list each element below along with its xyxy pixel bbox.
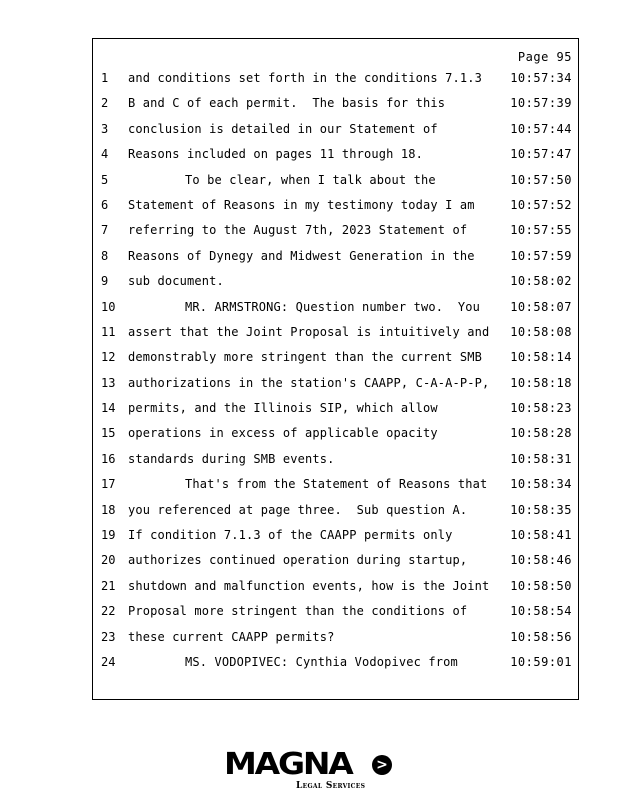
transcript-line <box>93 625 578 650</box>
line-text: That's from the Statement of Reasons that <box>185 477 488 492</box>
transcript-line <box>93 421 578 446</box>
logo-wordmark: MAGNA <box>224 747 352 782</box>
transcript-line <box>93 345 578 370</box>
timestamp: 10:58:50 <box>510 578 572 593</box>
line-number: 24 <box>101 654 116 669</box>
timestamp: 10:58:46 <box>510 553 572 568</box>
line-text: sub document. <box>128 274 224 289</box>
line-number: 3 <box>101 121 109 136</box>
line-number: 16 <box>101 451 116 466</box>
line-number: 12 <box>101 350 116 365</box>
timestamp: 10:58:31 <box>510 451 572 466</box>
line-text: standards during SMB events. <box>128 451 335 466</box>
line-text: If condition 7.1.3 of the CAAPP permits only <box>128 528 453 543</box>
timestamp: 10:57:59 <box>510 248 572 263</box>
line-number: 10 <box>101 299 116 314</box>
transcript-line <box>93 574 578 599</box>
transcript-line <box>93 396 578 421</box>
page-number: Page 95 <box>517 50 572 64</box>
transcript-line <box>93 142 578 167</box>
line-number: 23 <box>101 629 116 644</box>
logo-arrow-icon: > <box>372 755 392 775</box>
line-text: B and C of each permit. The basis for this <box>128 96 446 111</box>
line-text: authorizations in the station's CAAPP, C-A-A-P-P, <box>128 375 490 390</box>
line-text: operations in excess of applicable opacity <box>128 426 438 441</box>
transcript-line <box>93 523 578 548</box>
timestamp: 10:58:18 <box>510 375 572 390</box>
line-text: conclusion is detailed in our Statement of <box>128 121 438 136</box>
line-text: MR. ARMSTRONG: Question number two. You <box>185 299 480 314</box>
transcript-line <box>93 269 578 294</box>
transcript-line <box>93 168 578 193</box>
line-text: these current CAAPP permits? <box>128 629 335 644</box>
transcript-line <box>93 650 578 675</box>
line-number: 4 <box>101 147 109 162</box>
transcript-line <box>93 599 578 624</box>
transcript-line <box>93 498 578 523</box>
timestamp: 10:58:08 <box>510 324 572 339</box>
line-number: 1 <box>101 71 109 85</box>
timestamp: 10:58:56 <box>510 629 572 644</box>
transcript-line <box>93 320 578 345</box>
timestamp: 10:59:01 <box>510 654 572 669</box>
line-text: Reasons of Dynegy and Midwest Generation in the <box>128 248 475 263</box>
line-number: 15 <box>101 426 116 441</box>
timestamp: 10:57:55 <box>510 223 572 238</box>
transcript-line <box>93 244 578 269</box>
line-number: 21 <box>101 578 116 593</box>
magna-logo <box>224 748 396 794</box>
line-number: 6 <box>101 197 109 212</box>
logo-subtitle: Legal Services <box>296 781 366 791</box>
line-number: 19 <box>101 528 116 543</box>
timestamp: 10:57:44 <box>510 121 572 136</box>
line-text: Statement of Reasons in my testimony today I am <box>128 197 475 212</box>
line-text: demonstrably more stringent than the current SMB <box>128 350 482 365</box>
line-text: and conditions set forth in the conditions 7.1.3 <box>128 71 482 85</box>
transcript-line <box>93 66 578 91</box>
transcript-line <box>93 91 578 116</box>
line-text: shutdown and malfunction events, how is the Joint <box>128 578 490 593</box>
line-number: 13 <box>101 375 116 390</box>
transcript-line <box>93 371 578 396</box>
line-number: 22 <box>101 604 116 619</box>
transcript-line <box>93 472 578 497</box>
timestamp: 10:58:28 <box>510 426 572 441</box>
timestamp: 10:57:52 <box>510 197 572 212</box>
line-text: MS. VODOPIVEC: Cynthia Vodopivec from <box>185 654 458 669</box>
timestamp: 10:57:39 <box>510 96 572 111</box>
line-number: 7 <box>101 223 109 238</box>
timestamp: 10:58:35 <box>510 502 572 517</box>
timestamp: 10:58:41 <box>510 528 572 543</box>
line-number: 8 <box>101 248 109 263</box>
line-text: Proposal more stringent than the conditions of <box>128 604 468 619</box>
line-text: permits, and the Illinois SIP, which allow <box>128 401 438 416</box>
timestamp: 10:57:34 <box>510 71 572 85</box>
line-number: 5 <box>101 172 109 187</box>
timestamp: 10:58:02 <box>510 274 572 289</box>
timestamp: 10:58:54 <box>510 604 572 619</box>
line-number: 9 <box>101 274 109 289</box>
line-number: 17 <box>101 477 116 492</box>
line-number: 18 <box>101 502 116 517</box>
line-text: referring to the August 7th, 2023 Statement of <box>128 223 468 238</box>
timestamp: 10:58:07 <box>510 299 572 314</box>
line-number: 20 <box>101 553 116 568</box>
timestamp: 10:58:23 <box>510 401 572 416</box>
transcript-line <box>93 218 578 243</box>
line-number: 14 <box>101 401 116 416</box>
timestamp: 10:57:47 <box>510 147 572 162</box>
line-number: 11 <box>101 324 116 339</box>
transcript-lines <box>93 66 578 675</box>
transcript-line <box>93 193 578 218</box>
line-text: authorizes continued operation during startup, <box>128 553 468 568</box>
line-text: assert that the Joint Proposal is intuitively and <box>128 324 490 339</box>
transcript-page <box>92 38 579 700</box>
timestamp: 10:58:34 <box>510 477 572 492</box>
transcript-line <box>93 117 578 142</box>
line-number: 2 <box>101 96 109 111</box>
line-text: you referenced at page three. Sub question A. <box>128 502 468 517</box>
transcript-line <box>93 548 578 573</box>
transcript-line <box>93 447 578 472</box>
line-text: To be clear, when I talk about the <box>185 172 436 187</box>
timestamp: 10:57:50 <box>510 172 572 187</box>
line-text: Reasons included on pages 11 through 18. <box>128 147 423 162</box>
transcript-line <box>93 295 578 320</box>
timestamp: 10:58:14 <box>510 350 572 365</box>
